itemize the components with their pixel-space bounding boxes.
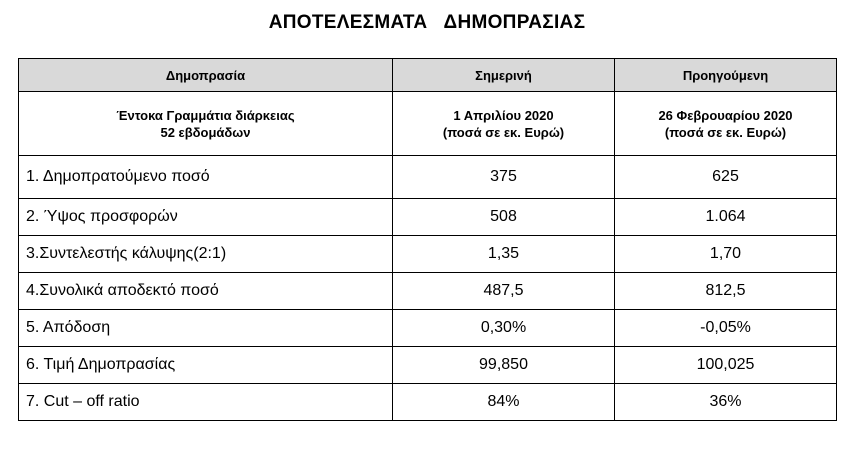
previous-date: 26 Φεβρουαρίου 2020 <box>658 107 793 123</box>
subheader-instrument <box>19 92 393 156</box>
page-title: ΑΠΟΤΕΛΕΣΜΑΤΑ ΔΗΜΟΠΡΑΣΙΑΣ <box>268 12 586 33</box>
row-current-value: 375 <box>393 156 615 199</box>
header-current: Σημερινή <box>393 59 615 92</box>
table-subheader-row <box>19 92 837 156</box>
row-previous-value: 1,70 <box>615 236 837 273</box>
table-row <box>19 236 837 273</box>
row-current-value: 0,30% <box>393 310 615 347</box>
table-row <box>19 273 837 310</box>
row-label: 2. Ύψος προσφορών <box>19 199 393 236</box>
instrument-duration: 52 εβδομάδων <box>160 124 251 140</box>
header-auction: Δημοπρασία <box>19 59 393 92</box>
row-current-value: 84% <box>393 384 615 421</box>
table-row <box>19 199 837 236</box>
row-label: 3.Συντελεστής κάλυψης(2:1) <box>19 236 393 273</box>
subheader-previous-date <box>615 92 837 156</box>
row-current-value: 1,35 <box>393 236 615 273</box>
table-header-row <box>19 59 837 92</box>
row-previous-value: 100,025 <box>615 347 837 384</box>
table-row <box>19 310 837 347</box>
previous-unit: (ποσά σε εκ. Ευρώ) <box>664 124 787 140</box>
row-label: 4.Συνολικά αποδεκτό ποσό <box>19 273 393 310</box>
row-label: 7. Cut – off ratio <box>19 384 393 421</box>
row-label: 6. Τιμή Δημοπρασίας <box>19 347 393 384</box>
table-row <box>19 347 837 384</box>
row-previous-value: 812,5 <box>615 273 837 310</box>
row-label: 5. Απόδοση <box>19 310 393 347</box>
current-unit: (ποσά σε εκ. Ευρώ) <box>442 124 565 140</box>
row-current-value: 508 <box>393 199 615 236</box>
row-previous-value: 1.064 <box>615 199 837 236</box>
row-current-value: 487,5 <box>393 273 615 310</box>
auction-results-table <box>18 58 837 421</box>
table-row <box>19 384 837 421</box>
header-previous: Προηγούμενη <box>615 59 837 92</box>
row-previous-value: 625 <box>615 156 837 199</box>
row-label: 1. Δημοπρατούμενο ποσό <box>19 156 393 199</box>
instrument-name: Έντοκα Γραμμάτια διάρκειας <box>116 107 295 123</box>
current-date: 1 Απριλίου 2020 <box>453 107 554 123</box>
row-previous-value: -0,05% <box>615 310 837 347</box>
table-row <box>19 156 837 199</box>
row-previous-value: 36% <box>615 384 837 421</box>
row-current-value: 99,850 <box>393 347 615 384</box>
subheader-current-date <box>393 92 615 156</box>
